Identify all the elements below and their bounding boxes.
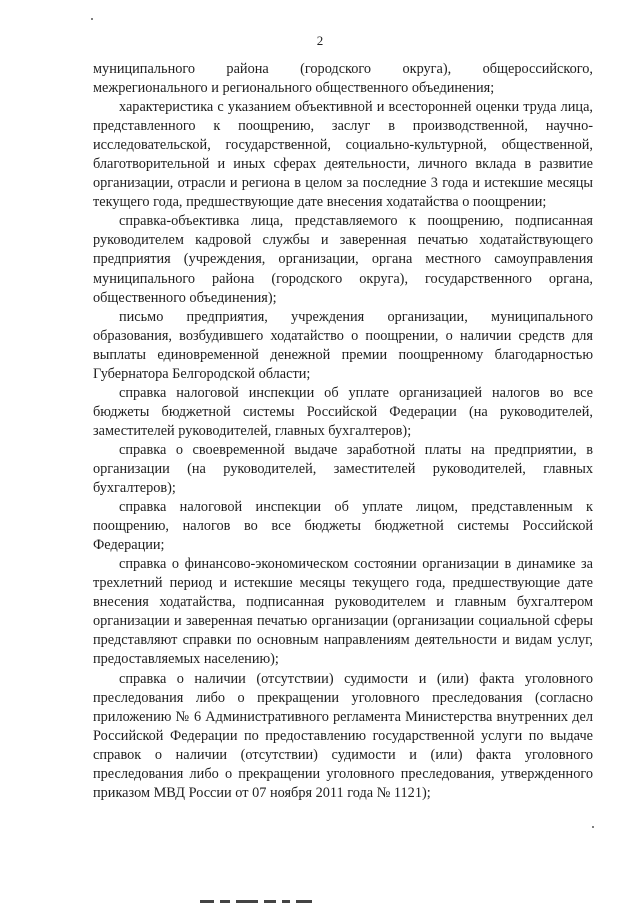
scan-edge-artifact: [200, 900, 370, 905]
paragraph-tax-person: справка налоговой инспекции об уплате лицом, представленным к поощрению, налогов во все бюджеты бюджетной системы Российской Федерации;: [93, 499, 593, 554]
paragraph-tax-organization: справка налоговой инспекции об уплате организацией налогов во все бюджеты бюджетной системы Российской Федерации (на руководителей, заместителей руководителей, главных бухгалтеров);: [93, 384, 593, 439]
paragraph-characteristic: характеристика с указанием объективной и всесторонней оценки труда лица, представленного к поощрению, заслуг в производственной, научно-исследовательской, государственной, социально-культурной, общественной, благотворительной и иных сферах деятельности, личного вклада в развитие организации, отрасли и региона в целом за последние 3 года и истекшие месяцы текущего года, предшествующие дате внесения ходатайства о поощрении;: [93, 99, 593, 211]
scan-speck: [91, 18, 93, 20]
page-number: 2: [316, 33, 324, 48]
scan-speck: [592, 826, 594, 828]
paragraph-letter: письмо предприятия, учреждения организации, муниципального образования, возбудившего ходатайство о поощрении, о наличии средств для выплаты единовременной денежной премии поощренному благодарностью Губернатора Белгородской области;: [93, 308, 593, 382]
paragraph-continuation: муниципального района (городского округа), общероссийского, межрегионального и регионального общественного объединения;: [93, 61, 593, 97]
document-body: [93, 60, 593, 803]
paragraph-reference-summary: справка-объективка лица, представляемого к поощрению, подписанная руководителем кадровой службы и заверенная печатью ходатайствующего предприятия (учреждения, организации, органа местного самоуправления муниципального района (городского округа), государственного органа, общественного объединения);: [93, 213, 593, 306]
paragraph-financial-state: справка о финансово-экономическом состоянии организации в динамике за трехлетний период и истекшие месяцы текущего года, предшествующие дате внесения ходатайства, подписанная руководителем и главным бухгалтером организации и заверенная печатью организации (организации социальной сферы представляют справки по основным направлениям деятельности и видам услуг, предоставляемых населению);: [93, 556, 593, 668]
paragraph-criminal-record: справка о наличии (отсутствии) судимости и (или) факта уголовного преследования либо о прекращении уголовного преследования (согласно приложению № 6 Административного регламента Министерства внутренних дел Российской Федерации по предоставлению государственной услуги по выдаче справок о наличии (отсутствии) судимости и (или) факта уголовного преследования либо о прекращении уголовного преследования, утвержденного приказом МВД России от 07 ноября 2011 года № 1121);: [93, 670, 593, 801]
paragraph-salary: справка о своевременной выдаче заработной платы на предприятии, в организации (на руководителей, заместителей руководителей, главных бухгалтеров);: [93, 441, 593, 497]
